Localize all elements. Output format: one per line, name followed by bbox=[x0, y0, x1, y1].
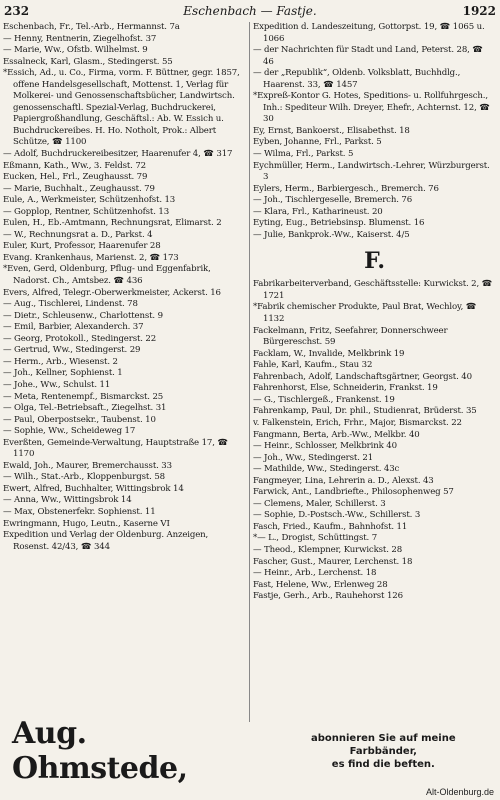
directory-entry: — Gertrud, Ww., Stedingerst. 29 bbox=[3, 345, 141, 356]
directory-entry: — Olga, Tel.-Betriebsaft., Ziegelhst. 31 bbox=[3, 403, 167, 414]
directory-entry: Eylers, Herm., Barbiergesch., Bremerch. 76 bbox=[253, 183, 439, 194]
advertisement bbox=[0, 716, 500, 786]
directory-entry: Eyben, Johanne, Frl., Parkst. 5 bbox=[253, 137, 382, 148]
directory-entry: Fahle, Karl, Kaufm., Stau 32 bbox=[253, 360, 373, 371]
directory-entry: Farwick, Ant., Landbriefte., Philosophenweg 57 bbox=[253, 487, 454, 498]
directory-entry: Fackelmann, Fritz, Seefahrer, Donnerschweer Bürgereschst. 59 bbox=[253, 325, 448, 348]
directory-entry: Ewringmann, Hugo, Leutn., Kaserne VI bbox=[3, 518, 170, 529]
directory-entry: v. Falkenstein, Erich, Frhr., Major, Bismarckst. 22 bbox=[253, 417, 462, 428]
directory-entry: — Joh., Ww., Stedingerst. 21 bbox=[253, 452, 374, 463]
section-letter-f: F. bbox=[364, 248, 385, 275]
directory-entry: — Max, Obstenerfekr. Sophienst. 11 bbox=[3, 506, 156, 517]
year: 1922 bbox=[462, 4, 496, 18]
directory-entry: *Even, Gerd, Oldenburg, Pflug- und Eggenfabrik, Nadorst. Ch., Amtsbez. ☎ 436 bbox=[3, 264, 211, 287]
directory-entry: Evang. Krankenhaus, Marienst. 2, ☎ 173 bbox=[3, 252, 179, 263]
directory-entry: — Clemens, Maler, Schillerst. 3 bbox=[253, 498, 386, 509]
directory-entry: Fasch, Fried., Kaufm., Bahnhofst. 11 bbox=[253, 521, 408, 532]
page-header bbox=[4, 2, 496, 20]
directory-entry: — Theod., Klempner, Kurwickst. 28 bbox=[253, 544, 403, 555]
directory-entry: — Wilma, Frl., Parkst. 5 bbox=[253, 149, 354, 160]
right-column-entries-f bbox=[253, 279, 496, 602]
directory-entry: — Emil, Barbier, Alexanderch. 37 bbox=[3, 322, 144, 333]
directory-entry: — Sophie, D.-Postsch.-Ww., Schillerst. 3 bbox=[253, 510, 421, 521]
directory-entry: — Heinr., Arb., Lerchenst. 18 bbox=[253, 568, 377, 579]
directory-entry: Fast, Helene, Ww., Erlenweg 28 bbox=[253, 579, 388, 590]
directory-entry: — Anna, Ww., Wittingsbrok 14 bbox=[3, 495, 132, 506]
right-column-entries-e bbox=[253, 22, 496, 241]
directory-entry: Fahrenbach, Adolf, Landschaftsgärtner, Georgst. 40 bbox=[253, 371, 472, 382]
directory-entry: — Herm., Arb., Wiesenst. 2 bbox=[3, 356, 118, 367]
directory-entry: Eyting, Eug., Betriebsinsp. Blumenst. 16 bbox=[253, 218, 425, 229]
directory-entry: *Fabrik chemischer Produkte, Paul Brat, Wechloy, ☎ 1132 bbox=[253, 302, 477, 325]
directory-entry: Eule, A., Werkmeister, Schützenhofst. 13 bbox=[3, 195, 176, 206]
directory-entry: — Joh., Tischlergeselle, Bremerch. 76 bbox=[253, 195, 413, 206]
directory-entry: — W., Rechnungsrat a. D., Parkst. 4 bbox=[3, 229, 153, 240]
directory-entry: Facklam, W., Invalide, Melkbrink 19 bbox=[253, 348, 405, 359]
directory-entry: — Wilh., Stat.-Arb., Kloppenburgst. 58 bbox=[3, 472, 165, 483]
ad-slogan-line-2: es find die beften. bbox=[331, 758, 435, 770]
directory-entry: — Julie, Bankprok.-Ww., Kaiserst. 4/5 bbox=[253, 229, 410, 240]
directory-entry: Fascher, Gust., Maurer, Lerchenst. 18 bbox=[253, 556, 413, 567]
left-column bbox=[3, 22, 246, 722]
directory-entry: — Gopplop, Rentner, Schützenhofst. 13 bbox=[3, 206, 170, 217]
directory-entry: Eschenbach, Fr., Tel.-Arb., Hermannst. 7a bbox=[3, 22, 180, 32]
directory-entry: Fangmann, Berta, Arb.-Ww., Melkbr. 40 bbox=[253, 429, 420, 440]
directory-entry: Eßmann, Kath., Ww., 3. Feldst. 72 bbox=[3, 160, 146, 171]
directory-entry: — Meta, Rentenempf., Bismarckst. 25 bbox=[3, 391, 164, 402]
directory-entry: Fastje, Gerh., Arb., Rauhehorst 126 bbox=[253, 591, 403, 602]
directory-entry: Ey, Ernst, Bankoerst., Elisabethst. 18 bbox=[253, 125, 410, 136]
directory-entry: Ewert, Alfred, Buchhalter, Wittingsbrok 14 bbox=[3, 483, 184, 494]
column-divider bbox=[249, 22, 250, 722]
directory-entry: Expedition und Verlag der Oldenburg. Anzeigen, Rosenst. 42/43, ☎ 344 bbox=[3, 530, 209, 552]
directory-entry: — Georg, Protokoll., Stedingerst. 22 bbox=[3, 333, 157, 344]
directory-entry: Fangmeyer, Lina, Lehrerin a. D., Alexst. 43 bbox=[253, 475, 434, 486]
directory-entry: — G., Tischlergeß., Frankenst. 19 bbox=[253, 394, 395, 405]
directory-entry: Eulen, H., Eb.-Amtmann, Rechnungsrat, Elimarst. 2 bbox=[3, 218, 222, 229]
ad-name: Aug. Ohmstede, bbox=[12, 716, 188, 786]
directory-entry: Essalneck, Karl, Glasm., Stedingerst. 55 bbox=[3, 56, 173, 67]
directory-entry: Ewald, Joh., Maurer, Bremerchausst. 33 bbox=[3, 460, 172, 471]
directory-entry: Evers, Alfred, Telegr.-Oberwerkmeister, Ackerst. 16 bbox=[3, 287, 221, 298]
directory-entry: — Johe., Ww., Schulst. 11 bbox=[3, 379, 111, 390]
watermark: Alt-Oldenburg.de bbox=[425, 787, 494, 797]
page-number: 232 bbox=[4, 4, 30, 18]
directory-entry: *— L., Drogist, Schüttingst. 7 bbox=[253, 533, 378, 544]
directory-entry: — Heinr., Schlosser, Melkbrink 40 bbox=[253, 441, 397, 452]
right-column bbox=[253, 22, 496, 722]
ad-slogan-line-1: abonnieren Sie auf meine Farbbänder, bbox=[310, 732, 456, 757]
directory-entry: Eucken, Hel., Frl., Zeughausst. 79 bbox=[3, 172, 148, 183]
directory-entry: Fabrikarbeiterverband, Geschäftsstelle: Kurwickst. 2, ☎ 1721 bbox=[253, 279, 493, 301]
directory-entry: — Mathilde, Ww., Stedingerst. 43c bbox=[253, 464, 400, 475]
directory-entry: — Adolf, Buchdruckereibesitzer, Haarenufer 4, ☎ 317 bbox=[3, 149, 233, 160]
directory-entry: *Expreß-Kontor G. Hotes, Speditions- u. Rollfuhrgesch., Inh.: Spediteur Wilh. Dreyer, Ehefr., Achternst. 12, ☎ 30 bbox=[253, 91, 490, 125]
directory-entry: — Sophie, Ww., Scheideweg 17 bbox=[3, 426, 136, 437]
directory-entry: Euler, Kurt, Professor, Haarenufer 28 bbox=[3, 241, 161, 252]
directory-entry: Eychmüller, Herm., Landwirtsch.-Lehrer, Würzburgerst. 3 bbox=[253, 160, 490, 183]
directory-entry: Everßten, Gemeinde-Verwaltung, Hauptstraße 17, ☎ 1170 bbox=[3, 437, 228, 460]
ad-slogan bbox=[279, 732, 488, 771]
directory-entry: — Marie, Ww., Ofstb. Wilhelmst. 9 bbox=[3, 45, 148, 56]
directory-entry: — der Nachrichten für Stadt und Land, Peterst. 28, ☎ 46 bbox=[253, 45, 483, 67]
directory-entry: — Aug., Tischlerei, Lindenst. 78 bbox=[3, 299, 138, 310]
directory-entry: Expedition d. Landeszeitung, Gottorpst. 19, ☎ 1065 u. 1066 bbox=[253, 22, 485, 44]
directory-entry: *Essich, Ad., u. Co., Firma, vorm. F. Büttner, gegr. 1857, offene Handelsgesellschaft, Mottenst. 1, Verlag für Molkerei- und Genossenschaftsbücher, Landwirtsch. genossenschaftl. Spezial-Verlag, Buchdruckerei, Papiergroßhandlung, Geschäftsl.: Ab. W. Essich u. Buchdruckereibes. H. Ho. Notholt, Prok.: Albert Schütze, ☎ 1100 bbox=[3, 68, 240, 148]
directory-entry: — Klara, Frl., Katharineust. 20 bbox=[253, 206, 383, 217]
directory-entry: Fahrenkamp, Paul, Dr. phil., Studienrat, Brüderst. 35 bbox=[253, 406, 477, 417]
directory-entry: — Dietr., Schleusenw., Charlottenst. 9 bbox=[3, 310, 163, 321]
directory-entry: — Henny, Rentnerin, Ziegelhofst. 37 bbox=[3, 33, 157, 44]
directory-entry: — Paul, Oberpostsekr., Taubenst. 10 bbox=[3, 414, 156, 425]
page-title: Eschenbach — Fastje. bbox=[183, 4, 317, 18]
directory-entry: — Joh., Kellner, Sophienst. 1 bbox=[3, 368, 123, 379]
directory-entry: — Marie, Buchhalt., Zeughausst. 79 bbox=[3, 183, 155, 194]
directory-entry: — der „Republik“, Oldenb. Volksblatt, Buchhdlg., Haarenst. 33, ☎ 1457 bbox=[253, 68, 461, 90]
directory-entry: Fahrenhorst, Else, Schneiderin, Frankst. 19 bbox=[253, 383, 438, 394]
